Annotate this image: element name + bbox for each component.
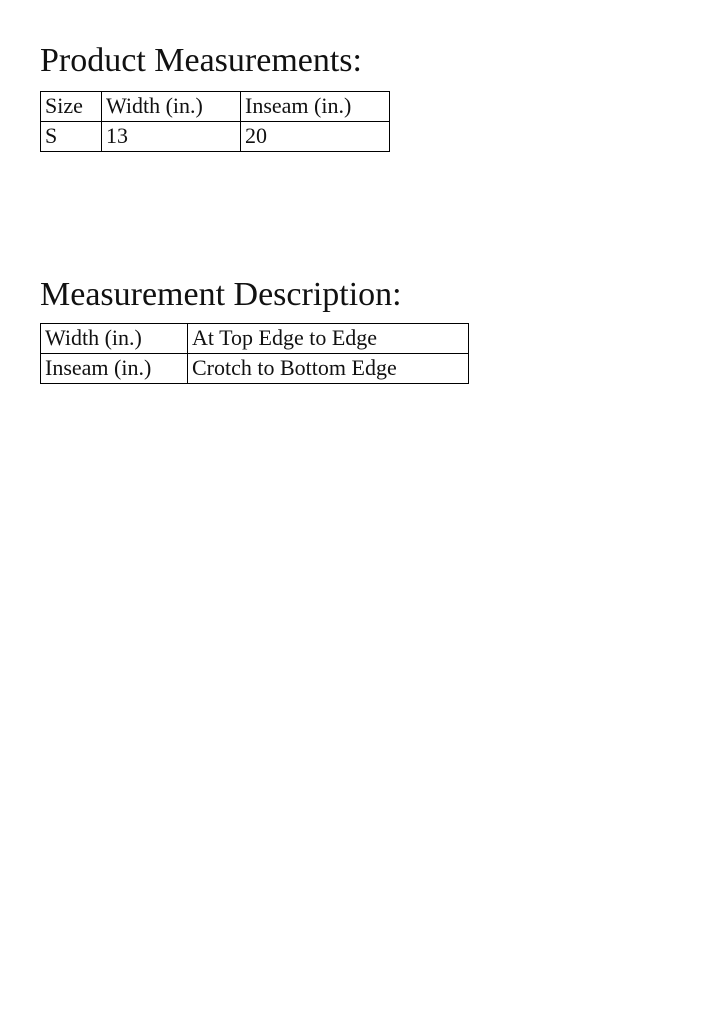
cell-measure-desc-inseam: Crotch to Bottom Edge (188, 354, 469, 384)
cell-measure-label-width: Width (in.) (41, 324, 188, 354)
product-measurements-heading: Product Measurements: (40, 42, 362, 79)
cell-inseam: 20 (241, 122, 390, 152)
measurement-description-table (40, 323, 469, 384)
table-row (41, 354, 469, 384)
cell-measure-desc-width: At Top Edge to Edge (188, 324, 469, 354)
product-measurements-table (40, 91, 390, 152)
measurement-description-heading: Measurement Description: (40, 276, 402, 313)
table-row (41, 122, 390, 152)
table-row (41, 324, 469, 354)
cell-measure-label-inseam: Inseam (in.) (41, 354, 188, 384)
column-header-inseam: Inseam (in.) (241, 92, 390, 122)
column-header-size: Size (41, 92, 102, 122)
column-header-width: Width (in.) (102, 92, 241, 122)
cell-width: 13 (102, 122, 241, 152)
cell-size: S (41, 122, 102, 152)
table-header-row (41, 92, 390, 122)
